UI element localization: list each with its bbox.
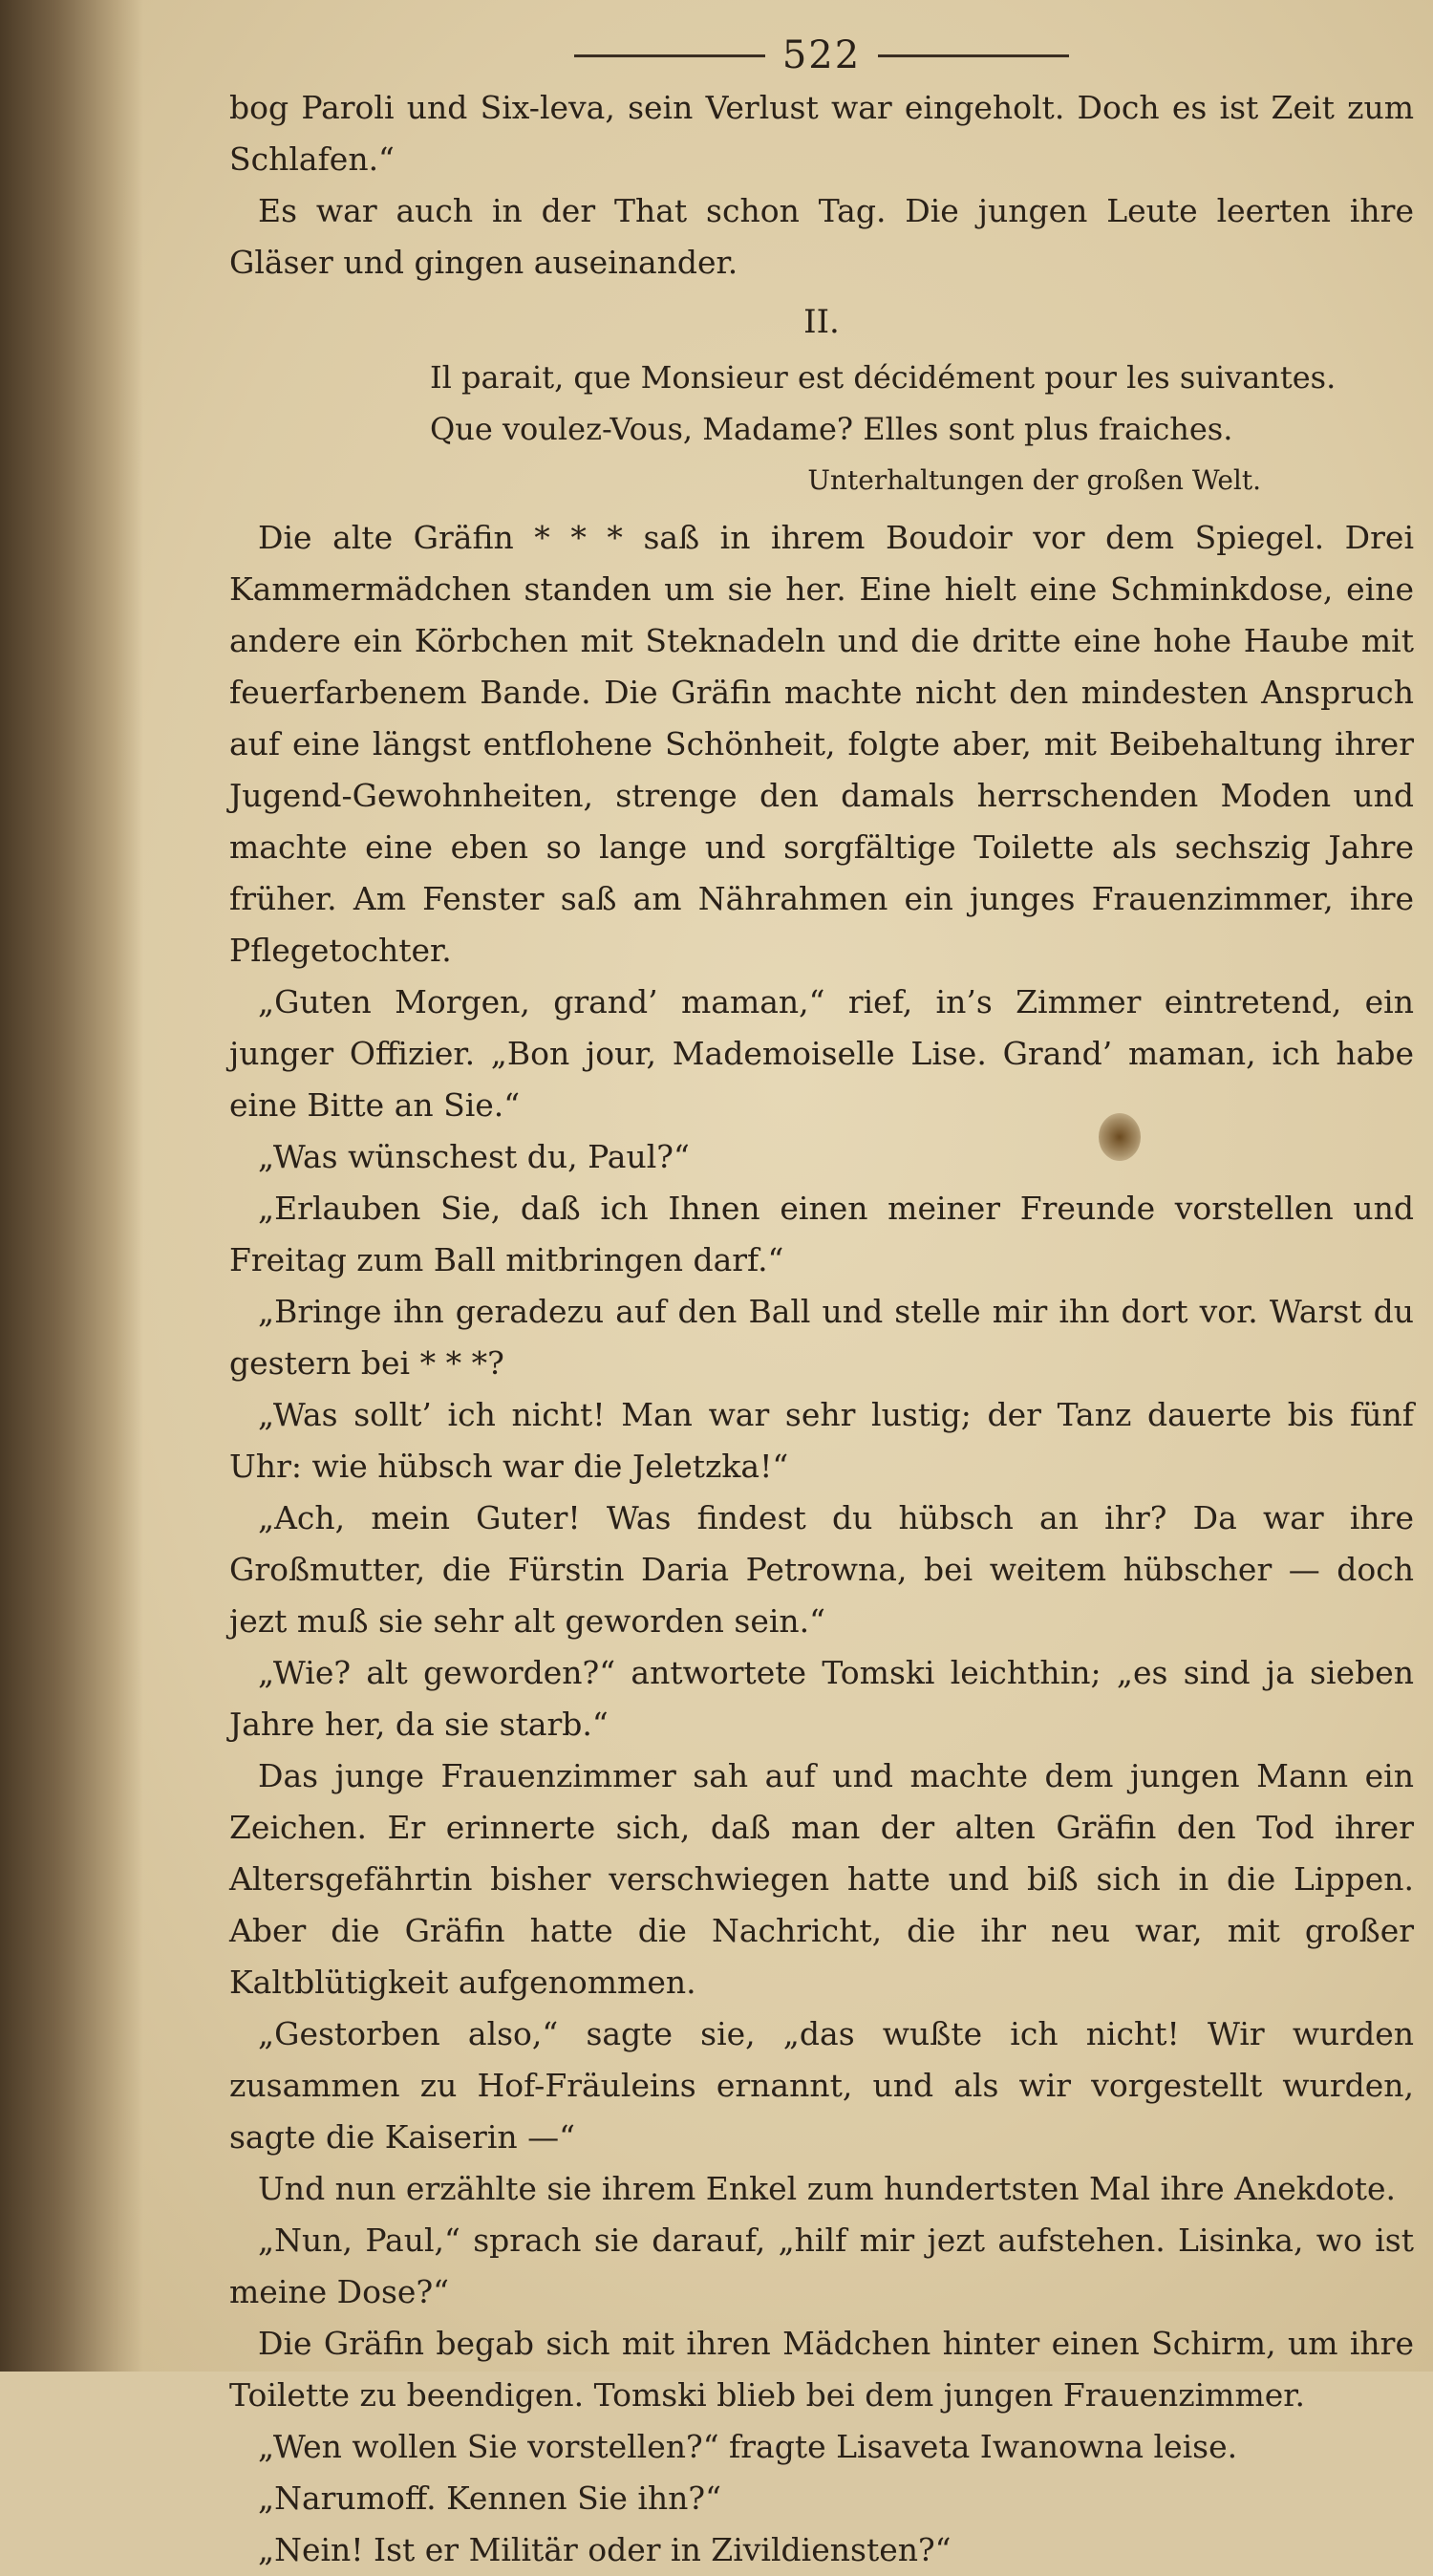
- paragraph: „Was wünschest du, Paul?“: [258, 1138, 690, 1175]
- header-rule-left: [574, 54, 765, 57]
- paragraph: „Wie? alt geworden?“ antwortete Tomski leichthin; „es sind ja sieben Jahre her, da sie starb.“: [229, 1654, 1414, 1743]
- paragraph: „Nein! Ist er Militär oder in Zivildiensten?“: [258, 2531, 952, 2568]
- paragraph: Die Gräfin begab sich mit ihren Mädchen hinter einen Schirm, um ihre Toilette zu beendigen. Tomski blieb bei dem jungen Frauenzimmer.: [229, 2325, 1414, 2414]
- header-rule-right: [878, 54, 1069, 57]
- paragraph: Es war auch in der That schon Tag. Die jungen Leute leerten ihre Gläser und gingen auseinander.: [229, 192, 1414, 281]
- paragraph: „Ach, mein Guter! Was findest du hübsch an ihr? Da war ihre Großmutter, die Fürstin Daria Petrowna, bei weitem hübscher — doch jezt muß sie sehr alt geworden sein.“: [229, 1499, 1414, 1640]
- paragraph: „Gestorben also,“ sagte sie, „das wußte ich nicht! Wir wurden zusammen zu Hof-Fräuleins ernannt, und als wir vorgestellt wurden, sagte die Kaiserin —“: [229, 2015, 1414, 2156]
- paragraph: „Erlauben Sie, daß ich Ihnen einen meiner Freunde vorstellen und Freitag zum Ball mitbringen darf.“: [229, 1190, 1414, 1278]
- epigraph-source: Unterhaltungen der großen Welt.: [807, 464, 1261, 496]
- book-spine-shadow: [0, 0, 143, 2372]
- page-number: 522: [781, 33, 862, 77]
- paragraph: „Nun, Paul,“ sprach sie darauf, „hilf mir jezt aufstehen. Lisinka, wo ist meine Dose?“: [229, 2222, 1414, 2310]
- page-text: [229, 82, 1414, 2576]
- paragraph: Das junge Frauenzimmer sah auf und machte dem jungen Mann ein Zeichen. Er erinnerte sich, daß man der alten Gräfin den Tod ihrer Altersgefährtin bisher verschwiegen hatte und biß sich in die Lippen. Aber die Gräfin hatte die Nachricht, die ihr neu war, mit großer Kaltblütigkeit aufgenommen.: [229, 1757, 1414, 2001]
- paragraph: „Bringe ihn geradezu auf den Ball und stelle mir ihn dort vor. Warst du gestern bei * * *?: [229, 1293, 1414, 1382]
- paragraph: Und nun erzählte sie ihrem Enkel zum hundertsten Mal ihre Anekdote.: [258, 2170, 1397, 2207]
- paragraph: „Guten Morgen, grand’ maman,“ rief, in’s Zimmer eintretend, ein junger Offizier. „Bon jour, Mademoiselle Lise. Grand’ maman, ich habe eine Bitte an Sie.“: [229, 983, 1414, 1124]
- paragraph: Die alte Gräfin * * * saß in ihrem Boudoir vor dem Spiegel. Drei Kammermädchen standen um sie her. Eine hielt eine Schminkdose, eine andere ein Körbchen mit Steknadeln und die dritte eine hohe Haube mit feuerfarbenem Bande. Die Gräfin machte nicht den mindesten Anspruch auf eine längst entflohene Schönheit, folgte aber, mit Beibehaltung ihrer Jugend-Gewohnheiten, strenge den damals herrschenden Moden und machte eine eben so lange und sorgfältige Toilette als sechszig Jahre früher. Am Fenster saß am Nährahmen ein junges Frauenzimmer, ihre Pflegetochter.: [229, 519, 1414, 969]
- paragraph: „Wen wollen Sie vorstellen?“ fragte Lisaveta Iwanowna leise.: [258, 2428, 1238, 2465]
- chapter-heading: II.: [803, 303, 840, 341]
- paragraph: „Narumoff. Kennen Sie ihn?“: [258, 2479, 721, 2517]
- epigraph-line: Il parait, que Monsieur est décidément pour les suivantes.: [430, 359, 1337, 396]
- paragraph: bog Paroli und Six-leva, sein Verlust war eingeholt. Doch es ist Zeit zum Schlafen.“: [229, 89, 1414, 178]
- ink-stain: [1099, 1113, 1141, 1161]
- page-header: [229, 29, 1414, 82]
- epigraph: [430, 352, 1414, 455]
- paragraph: „Was sollt’ ich nicht! Man war sehr lustig; der Tanz dauerte bis fünf Uhr: wie hübsch war die Jeletzka!“: [229, 1396, 1414, 1485]
- epigraph-line: Que voulez-Vous, Madame? Elles sont plus fraiches.: [430, 411, 1233, 447]
